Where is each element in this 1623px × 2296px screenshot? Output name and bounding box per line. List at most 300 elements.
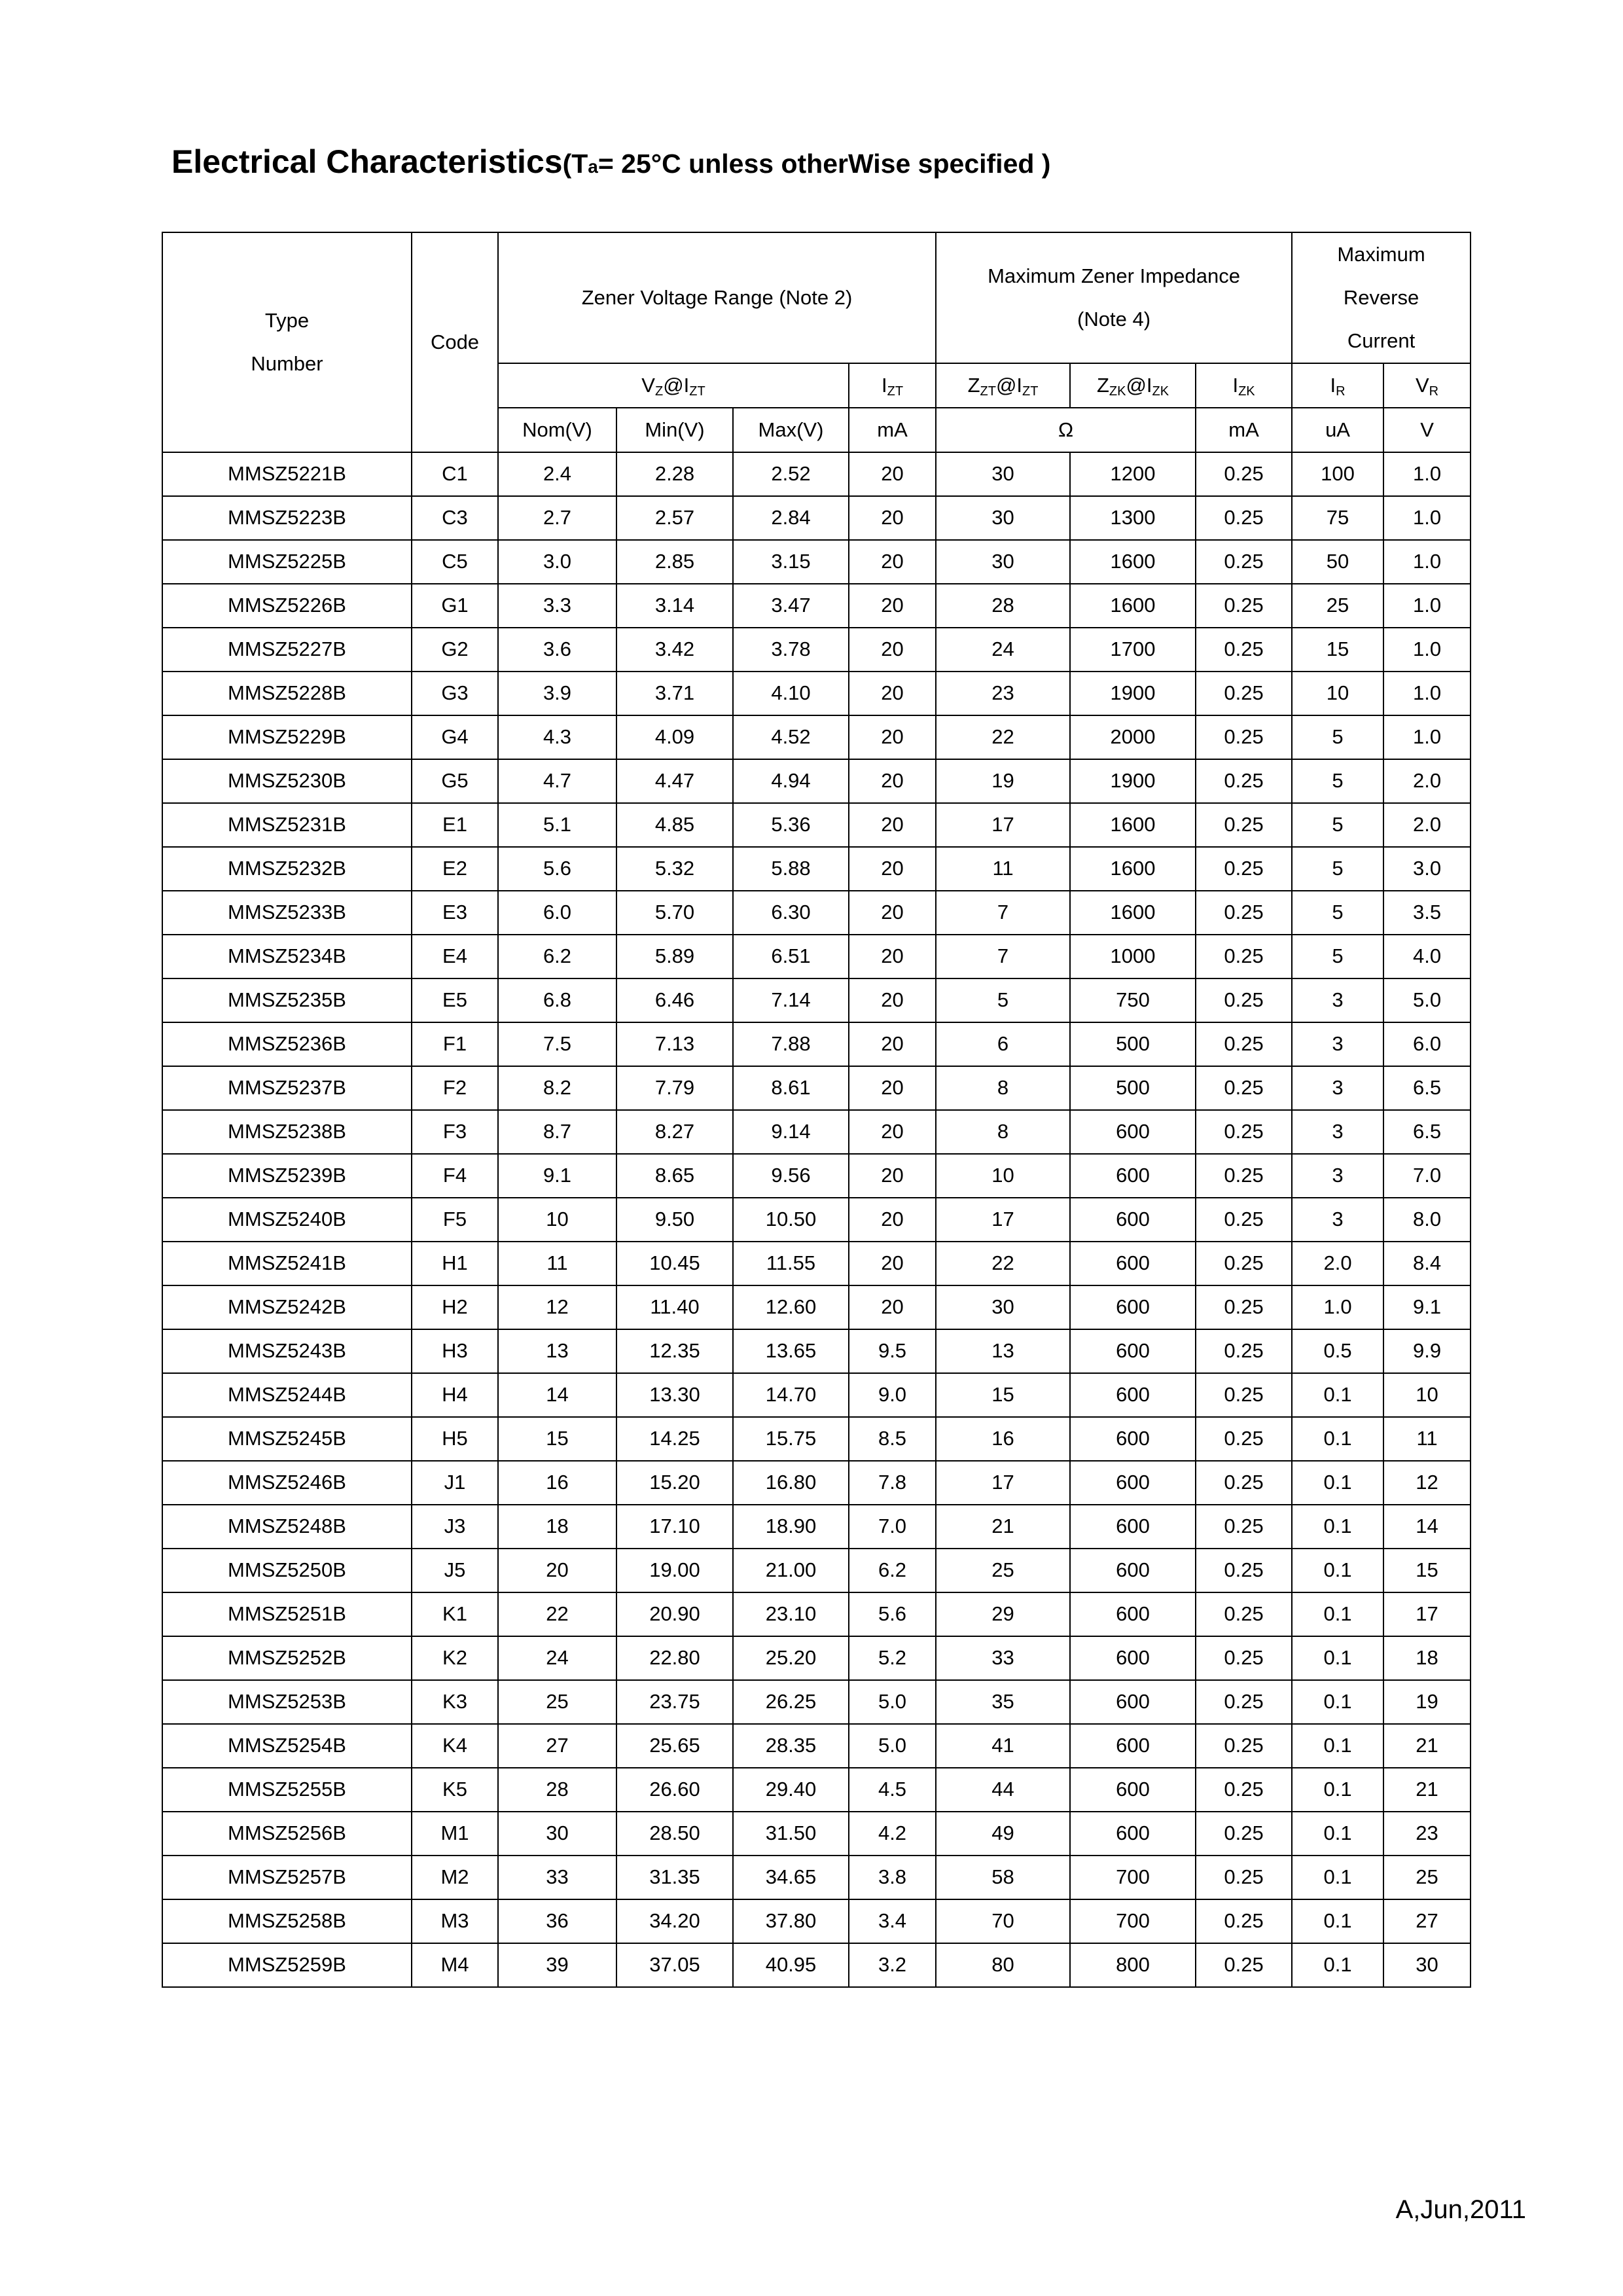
cell-zzt: 44: [936, 1768, 1070, 1812]
cell-code: K4: [412, 1724, 498, 1768]
cell-vr: 5.0: [1383, 978, 1471, 1022]
table-row: [162, 1242, 1471, 1285]
cell-ir: 3: [1292, 1154, 1383, 1198]
cell-vz-nom: 25: [498, 1680, 616, 1724]
cell-vz-nom: 8.2: [498, 1066, 616, 1110]
cell-zzt: 25: [936, 1549, 1070, 1592]
cell-code: C1: [412, 452, 498, 496]
symbol-text: @I: [1126, 373, 1152, 397]
cell-vz-nom: 3.3: [498, 584, 616, 628]
cell-vz-max: 12.60: [733, 1285, 849, 1329]
cell-vz-max: 4.52: [733, 715, 849, 759]
table-row: [162, 978, 1471, 1022]
table-row: [162, 452, 1471, 496]
cell-izt: 20: [849, 628, 936, 672]
cell-ir: 15: [1292, 628, 1383, 672]
cell-type-number: MMSZ5223B: [162, 496, 412, 540]
cell-izt: 4.5: [849, 1768, 936, 1812]
symbol-zzk-at-izk: [1070, 363, 1196, 408]
cell-izk: 0.25: [1196, 1417, 1292, 1461]
cell-ir: 3: [1292, 978, 1383, 1022]
cell-vr: 2.0: [1383, 803, 1471, 847]
cell-code: H3: [412, 1329, 498, 1373]
cell-vz-max: 14.70: [733, 1373, 849, 1417]
cell-vz-min: 9.50: [616, 1198, 733, 1242]
symbol-text: I: [881, 373, 887, 397]
cell-type-number: MMSZ5240B: [162, 1198, 412, 1242]
cell-type-number: MMSZ5250B: [162, 1549, 412, 1592]
cell-izk: 0.25: [1196, 1549, 1292, 1592]
cell-izt: 7.0: [849, 1505, 936, 1549]
cell-zzt: 13: [936, 1329, 1070, 1373]
cell-type-number: MMSZ5244B: [162, 1373, 412, 1417]
cell-zzk: 700: [1070, 1856, 1196, 1899]
cell-vz-nom: 3.6: [498, 628, 616, 672]
cell-ir: 0.1: [1292, 1724, 1383, 1768]
cell-vz-max: 3.15: [733, 540, 849, 584]
cell-zzt: 22: [936, 1242, 1070, 1285]
cell-zzt: 7: [936, 935, 1070, 978]
cell-izk: 0.25: [1196, 935, 1292, 978]
cell-izt: 20: [849, 935, 936, 978]
table-row: [162, 1592, 1471, 1636]
cell-vr: 21: [1383, 1724, 1471, 1768]
cell-vz-min: 2.85: [616, 540, 733, 584]
cell-vz-max: 6.51: [733, 935, 849, 978]
cell-vz-min: 7.13: [616, 1022, 733, 1066]
cell-code: J1: [412, 1461, 498, 1505]
cell-vz-min: 4.85: [616, 803, 733, 847]
cell-izt: 20: [849, 1285, 936, 1329]
table-row: [162, 1198, 1471, 1242]
cell-zzk: 1600: [1070, 584, 1196, 628]
cell-vz-min: 31.35: [616, 1856, 733, 1899]
cell-vr: 4.0: [1383, 935, 1471, 978]
cell-zzt: 7: [936, 891, 1070, 935]
cell-code: G2: [412, 628, 498, 672]
cell-vz-min: 25.65: [616, 1724, 733, 1768]
table-row: [162, 1636, 1471, 1680]
symbol-vz-at-izt: [498, 363, 849, 408]
cell-izt: 20: [849, 672, 936, 715]
cell-vz-max: 7.14: [733, 978, 849, 1022]
cell-code: H1: [412, 1242, 498, 1285]
cell-code: F4: [412, 1154, 498, 1198]
cell-code: H4: [412, 1373, 498, 1417]
cell-izk: 0.25: [1196, 978, 1292, 1022]
cell-vz-max: 28.35: [733, 1724, 849, 1768]
cell-vz-nom: 6.0: [498, 891, 616, 935]
electrical-characteristics-table: [162, 232, 1471, 1988]
cell-vr: 14: [1383, 1505, 1471, 1549]
cell-code: F5: [412, 1198, 498, 1242]
cell-vz-nom: 27: [498, 1724, 616, 1768]
symbol-text: Z: [967, 373, 980, 397]
cell-izt: 20: [849, 847, 936, 891]
cell-vr: 1.0: [1383, 540, 1471, 584]
cell-zzt: 5: [936, 978, 1070, 1022]
cell-code: C3: [412, 496, 498, 540]
cell-zzt: 8: [936, 1066, 1070, 1110]
cell-type-number: MMSZ5254B: [162, 1724, 412, 1768]
table-row: [162, 1680, 1471, 1724]
cell-izt: 20: [849, 452, 936, 496]
header-type-line1: Type: [264, 309, 310, 332]
cell-vz-min: 12.35: [616, 1329, 733, 1373]
cell-vz-max: 26.25: [733, 1680, 849, 1724]
cell-vr: 25: [1383, 1856, 1471, 1899]
symbol-text: V: [1415, 373, 1429, 397]
cell-izt: 20: [849, 1110, 936, 1154]
cell-vz-max: 8.61: [733, 1066, 849, 1110]
cell-zzt: 17: [936, 803, 1070, 847]
symbol-izk: [1196, 363, 1292, 408]
cell-vz-max: 25.20: [733, 1636, 849, 1680]
cell-izk: 0.25: [1196, 1110, 1292, 1154]
cell-zzt: 19: [936, 759, 1070, 803]
cell-izk: 0.25: [1196, 672, 1292, 715]
table-row: [162, 496, 1471, 540]
cell-ir: 0.1: [1292, 1636, 1383, 1680]
cell-ir: 0.5: [1292, 1329, 1383, 1373]
cell-type-number: MMSZ5253B: [162, 1680, 412, 1724]
cell-zzt: 30: [936, 540, 1070, 584]
cell-zzk: 600: [1070, 1373, 1196, 1417]
cell-izk: 0.25: [1196, 1680, 1292, 1724]
cell-izk: 0.25: [1196, 1461, 1292, 1505]
cell-izt: 6.2: [849, 1549, 936, 1592]
cell-zzk: 700: [1070, 1899, 1196, 1943]
cell-type-number: MMSZ5229B: [162, 715, 412, 759]
cell-vz-nom: 13: [498, 1329, 616, 1373]
cell-ir: 25: [1292, 584, 1383, 628]
cell-vr: 6.5: [1383, 1066, 1471, 1110]
cell-type-number: MMSZ5256B: [162, 1812, 412, 1856]
cell-vz-nom: 36: [498, 1899, 616, 1943]
cell-zzt: 6: [936, 1022, 1070, 1066]
table-row: [162, 759, 1471, 803]
cell-type-number: MMSZ5233B: [162, 891, 412, 935]
table-row: [162, 891, 1471, 935]
table-row: [162, 803, 1471, 847]
cell-vz-nom: 10: [498, 1198, 616, 1242]
cell-zzt: 17: [936, 1461, 1070, 1505]
cell-vz-max: 2.52: [733, 452, 849, 496]
unit-izt: mA: [849, 408, 936, 452]
cell-zzk: 800: [1070, 1943, 1196, 1987]
cell-izk: 0.25: [1196, 1242, 1292, 1285]
header-zener-voltage: Zener Voltage Range (Note 2): [498, 232, 936, 363]
symbol-subscript: ZT: [887, 384, 904, 399]
cell-izt: 5.6: [849, 1592, 936, 1636]
cell-vz-nom: 22: [498, 1592, 616, 1636]
table-row: [162, 584, 1471, 628]
cell-vz-nom: 18: [498, 1505, 616, 1549]
table-row: [162, 1154, 1471, 1198]
cell-ir: 5: [1292, 715, 1383, 759]
cell-izt: 20: [849, 1154, 936, 1198]
cell-ir: 75: [1292, 496, 1383, 540]
cell-zzk: 1700: [1070, 628, 1196, 672]
table-row: [162, 1768, 1471, 1812]
cell-code: F2: [412, 1066, 498, 1110]
header-reverse-current: [1292, 232, 1471, 363]
cell-code: K3: [412, 1680, 498, 1724]
cell-vz-max: 5.88: [733, 847, 849, 891]
cell-zzt: 21: [936, 1505, 1070, 1549]
table-row: [162, 1329, 1471, 1373]
cell-zzk: 600: [1070, 1285, 1196, 1329]
cell-vz-min: 19.00: [616, 1549, 733, 1592]
symbol-text: Z: [1096, 373, 1109, 397]
cell-vr: 6.0: [1383, 1022, 1471, 1066]
cell-code: G1: [412, 584, 498, 628]
cell-zzt: 80: [936, 1943, 1070, 1987]
cell-ir: 2.0: [1292, 1242, 1383, 1285]
cell-code: E5: [412, 978, 498, 1022]
cell-izt: 3.8: [849, 1856, 936, 1899]
cell-ir: 0.1: [1292, 1505, 1383, 1549]
cell-vz-min: 13.30: [616, 1373, 733, 1417]
cell-zzt: 24: [936, 628, 1070, 672]
cell-type-number: MMSZ5239B: [162, 1154, 412, 1198]
symbol-subscript: Z: [654, 384, 664, 399]
cell-izk: 0.25: [1196, 803, 1292, 847]
symbol-vr: [1383, 363, 1471, 408]
cell-vz-nom: 12: [498, 1285, 616, 1329]
cell-ir: 0.1: [1292, 1768, 1383, 1812]
cell-vz-max: 7.88: [733, 1022, 849, 1066]
cell-izt: 20: [849, 540, 936, 584]
cell-zzt: 33: [936, 1636, 1070, 1680]
cell-izt: 5.0: [849, 1724, 936, 1768]
cell-zzk: 1900: [1070, 672, 1196, 715]
cell-type-number: MMSZ5238B: [162, 1110, 412, 1154]
cell-zzk: 600: [1070, 1242, 1196, 1285]
cell-izt: 4.2: [849, 1812, 936, 1856]
cell-izt: 20: [849, 803, 936, 847]
cell-izt: 20: [849, 1198, 936, 1242]
cell-type-number: MMSZ5234B: [162, 935, 412, 978]
cell-izk: 0.25: [1196, 759, 1292, 803]
cell-ir: 100: [1292, 452, 1383, 496]
cell-zzt: 11: [936, 847, 1070, 891]
cell-izt: 20: [849, 1022, 936, 1066]
cell-vz-max: 9.56: [733, 1154, 849, 1198]
cell-ir: 0.1: [1292, 1943, 1383, 1987]
cell-izk: 0.25: [1196, 1636, 1292, 1680]
cell-vz-max: 18.90: [733, 1505, 849, 1549]
cell-zzk: 600: [1070, 1198, 1196, 1242]
cell-vz-max: 21.00: [733, 1549, 849, 1592]
cell-code: K2: [412, 1636, 498, 1680]
cell-vr: 1.0: [1383, 496, 1471, 540]
cell-izt: 3.4: [849, 1899, 936, 1943]
cell-type-number: MMSZ5232B: [162, 847, 412, 891]
cell-vr: 1.0: [1383, 628, 1471, 672]
cell-vz-nom: 15: [498, 1417, 616, 1461]
cell-vz-max: 40.95: [733, 1943, 849, 1987]
cell-code: J3: [412, 1505, 498, 1549]
table-row: [162, 1899, 1471, 1943]
cell-type-number: MMSZ5245B: [162, 1417, 412, 1461]
cell-vz-min: 5.32: [616, 847, 733, 891]
cell-zzk: 600: [1070, 1110, 1196, 1154]
cell-izk: 0.25: [1196, 540, 1292, 584]
cell-code: E3: [412, 891, 498, 935]
cell-izk: 0.25: [1196, 1154, 1292, 1198]
cell-zzt: 29: [936, 1592, 1070, 1636]
cell-code: F1: [412, 1022, 498, 1066]
table-row: [162, 1285, 1471, 1329]
table-row: [162, 1461, 1471, 1505]
cell-vz-max: 4.10: [733, 672, 849, 715]
cell-vz-nom: 11: [498, 1242, 616, 1285]
cell-vz-nom: 4.7: [498, 759, 616, 803]
cell-ir: 10: [1292, 672, 1383, 715]
unit-min: Min(V): [616, 408, 733, 452]
cell-ir: 5: [1292, 891, 1383, 935]
cell-vr: 15: [1383, 1549, 1471, 1592]
table-row: [162, 1066, 1471, 1110]
cell-vz-max: 2.84: [733, 496, 849, 540]
cell-ir: 3: [1292, 1198, 1383, 1242]
cell-code: G5: [412, 759, 498, 803]
unit-max: Max(V): [733, 408, 849, 452]
cell-vr: 2.0: [1383, 759, 1471, 803]
cell-vr: 1.0: [1383, 584, 1471, 628]
symbol-subscript: ZK: [1152, 384, 1169, 399]
cell-code: G3: [412, 672, 498, 715]
cell-vz-min: 4.09: [616, 715, 733, 759]
cell-izk: 0.25: [1196, 1198, 1292, 1242]
cell-zzk: 1900: [1070, 759, 1196, 803]
symbol-text: @I: [663, 373, 690, 397]
cell-code: J5: [412, 1549, 498, 1592]
table-row: [162, 847, 1471, 891]
cell-vz-nom: 14: [498, 1373, 616, 1417]
cell-code: K5: [412, 1768, 498, 1812]
cell-zzt: 28: [936, 584, 1070, 628]
table-row: [162, 715, 1471, 759]
cell-vz-min: 5.70: [616, 891, 733, 935]
cell-vz-nom: 2.7: [498, 496, 616, 540]
cell-vz-nom: 6.8: [498, 978, 616, 1022]
cell-vr: 8.0: [1383, 1198, 1471, 1242]
symbol-zzt-at-izt: [936, 363, 1070, 408]
symbol-text: V: [641, 373, 655, 397]
cell-izt: 20: [849, 1066, 936, 1110]
cell-vr: 1.0: [1383, 672, 1471, 715]
cell-zzk: 1600: [1070, 847, 1196, 891]
unit-nom: Nom(V): [498, 408, 616, 452]
cell-vz-nom: 7.5: [498, 1022, 616, 1066]
cell-code: K1: [412, 1592, 498, 1636]
cell-zzt: 58: [936, 1856, 1070, 1899]
cell-vz-nom: 28: [498, 1768, 616, 1812]
cell-vz-min: 34.20: [616, 1899, 733, 1943]
cell-zzk: 1300: [1070, 496, 1196, 540]
cell-zzt: 41: [936, 1724, 1070, 1768]
title-paren-open: (T: [562, 149, 588, 179]
cell-ir: 0.1: [1292, 1373, 1383, 1417]
cell-zzk: 1600: [1070, 540, 1196, 584]
cell-vr: 27: [1383, 1899, 1471, 1943]
cell-vz-min: 15.20: [616, 1461, 733, 1505]
cell-zzk: 600: [1070, 1549, 1196, 1592]
cell-vz-max: 11.55: [733, 1242, 849, 1285]
table-row: [162, 672, 1471, 715]
symbol-subscript: ZT: [689, 384, 705, 399]
cell-ir: 0.1: [1292, 1899, 1383, 1943]
cell-zzk: 600: [1070, 1768, 1196, 1812]
cell-izk: 0.25: [1196, 1373, 1292, 1417]
cell-zzk: 600: [1070, 1461, 1196, 1505]
symbol-subscript: R: [1429, 384, 1439, 399]
cell-vz-min: 20.90: [616, 1592, 733, 1636]
cell-izt: 8.5: [849, 1417, 936, 1461]
table-row: [162, 1549, 1471, 1592]
cell-code: F3: [412, 1110, 498, 1154]
table-row: [162, 1373, 1471, 1417]
cell-ir: 0.1: [1292, 1461, 1383, 1505]
cell-type-number: MMSZ5243B: [162, 1329, 412, 1373]
cell-ir: 50: [1292, 540, 1383, 584]
cell-izt: 20: [849, 891, 936, 935]
cell-vz-min: 23.75: [616, 1680, 733, 1724]
table-row: [162, 1943, 1471, 1987]
cell-type-number: MMSZ5227B: [162, 628, 412, 672]
cell-vz-min: 3.71: [616, 672, 733, 715]
cell-ir: 1.0: [1292, 1285, 1383, 1329]
cell-izt: 20: [849, 1242, 936, 1285]
cell-zzk: 600: [1070, 1724, 1196, 1768]
cell-vr: 18: [1383, 1636, 1471, 1680]
cell-zzk: 600: [1070, 1417, 1196, 1461]
cell-type-number: MMSZ5237B: [162, 1066, 412, 1110]
cell-code: H2: [412, 1285, 498, 1329]
cell-zzt: 30: [936, 452, 1070, 496]
cell-vz-max: 3.78: [733, 628, 849, 672]
cell-vz-max: 4.94: [733, 759, 849, 803]
cell-zzt: 15: [936, 1373, 1070, 1417]
cell-izk: 0.25: [1196, 1329, 1292, 1373]
cell-vz-max: 13.65: [733, 1329, 849, 1373]
cell-type-number: MMSZ5225B: [162, 540, 412, 584]
cell-type-number: MMSZ5255B: [162, 1768, 412, 1812]
cell-vz-min: 8.27: [616, 1110, 733, 1154]
cell-vr: 3.0: [1383, 847, 1471, 891]
cell-type-number: MMSZ5242B: [162, 1285, 412, 1329]
symbol-subscript: ZT: [1022, 384, 1039, 399]
cell-izk: 0.25: [1196, 628, 1292, 672]
cell-vz-nom: 8.7: [498, 1110, 616, 1154]
cell-code: M2: [412, 1856, 498, 1899]
cell-izt: 3.2: [849, 1943, 936, 1987]
header-row-groups: [162, 232, 1471, 363]
cell-zzt: 49: [936, 1812, 1070, 1856]
cell-vr: 19: [1383, 1680, 1471, 1724]
cell-zzk: 1600: [1070, 891, 1196, 935]
cell-izk: 0.25: [1196, 1899, 1292, 1943]
cell-type-number: MMSZ5230B: [162, 759, 412, 803]
table-row: [162, 1505, 1471, 1549]
cell-vr: 30: [1383, 1943, 1471, 1987]
cell-ir: 5: [1292, 935, 1383, 978]
cell-code: C5: [412, 540, 498, 584]
table-row: [162, 1022, 1471, 1066]
cell-vz-max: 29.40: [733, 1768, 849, 1812]
